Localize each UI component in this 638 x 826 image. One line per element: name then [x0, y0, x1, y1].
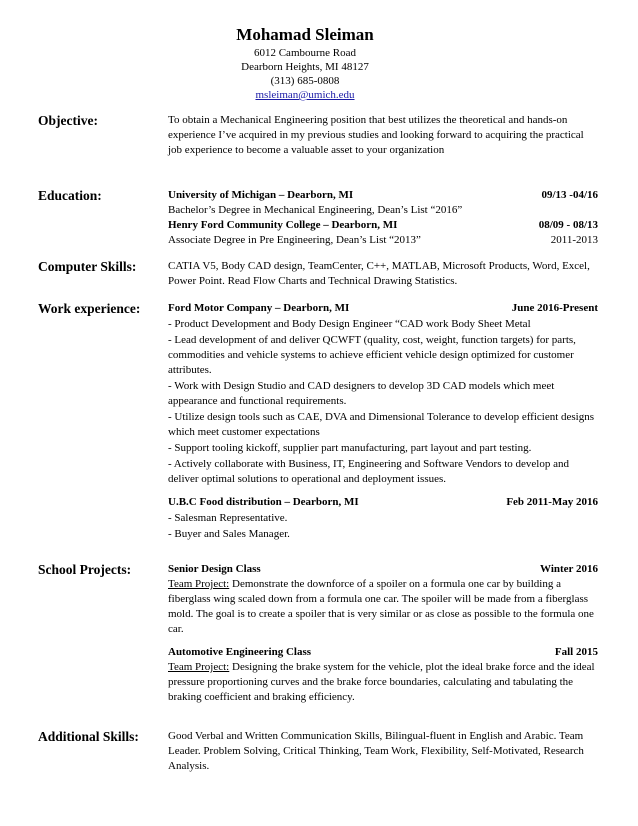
- degree-detail-dates: 2011-2013: [550, 234, 598, 246]
- project-row: [168, 645, 598, 660]
- job-bullet: - Actively collaborate with Business, IT, Engineering and Software Vendors to develop and deliver optimal solutions to operational and deployment issues.: [168, 458, 569, 485]
- project-description: [168, 660, 598, 705]
- job-bullet: - Utilize design tools such as CAE, DVA and Dimensional Tolerance to develop efficient designs which meet customer expectations: [168, 411, 595, 438]
- phone-number: (313) 685-0808: [270, 75, 340, 87]
- project-text: Designing the brake system for the vehicle, plot the ideal brake force and the ideal pressure proportioning curves and the brake force boundaries, calculating and tabulating the braking coefficient and braking efficiency.: [168, 661, 595, 703]
- job-dates: June 2016-Present: [511, 302, 598, 314]
- project-text: Demonstrate the downforce of a spoiler on a formula one car by building a fiberglass wing scaled down from a formula one car. The spoiler will be made from a fiberglass mold. The goal is to create a spoiler that is very similar or as close as possible to the formula one car.: [168, 578, 594, 635]
- computer-skills-label: Computer Skills:: [38, 259, 137, 274]
- job-row: [168, 301, 598, 316]
- school-dates: 08/09 - 08/13: [538, 219, 598, 231]
- education-label: Education:: [38, 188, 102, 203]
- objective-label: Objective:: [38, 113, 98, 128]
- degree-detail: Associate Degree in Pre Engineering, Dean’s List “2013”: [168, 234, 421, 246]
- email-link[interactable]: msleiman@umich.edu: [255, 89, 355, 101]
- degree-detail: Bachelor’s Degree in Mechanical Engineering, Dean’s List “2016”: [168, 204, 463, 216]
- job-title: U.B.C Food distribution – Dearborn, MI: [168, 496, 359, 508]
- job-bullet: - Salesman Representative.: [168, 512, 288, 524]
- team-project-label: Team Project:: [168, 661, 230, 673]
- school-name: Henry Ford Community College – Dearborn, MI: [168, 219, 398, 231]
- school-detail-row: [168, 233, 598, 248]
- school-name: University of Michigan – Dearborn, MI: [168, 189, 354, 201]
- project-description: [168, 577, 598, 637]
- school-dates: 09/13 -04/16: [541, 189, 598, 201]
- job-bullet: - Buyer and Sales Manager.: [168, 528, 290, 540]
- school-detail-row: [168, 203, 598, 218]
- school-row: [168, 218, 598, 233]
- job-bullet: - Product Development and Body Design Engineer “CAD work Body Sheet Metal: [168, 318, 531, 330]
- projects-label: School Projects:: [38, 562, 132, 577]
- project-dates: Fall 2015: [554, 646, 598, 658]
- job-bullet: - Lead development of and deliver QCWFT (quality, cost, weight, function targets) for parts, commodities and vehicle systems to achieve efficient vehicle design optimized for customer attributes.: [168, 334, 576, 376]
- team-project-label: Team Project:: [168, 578, 230, 590]
- address-line-2: Dearborn Heights, MI 48127: [241, 61, 369, 73]
- objective-text: To obtain a Mechanical Engineering position that best utilizes the theoretical and hands-on experience I’ve acquired in my previous studies and looking forward to acquiring the practical job experience to become a valuable asset to your organization: [168, 114, 584, 156]
- job-row: [168, 495, 598, 510]
- job-bullet: - Support tooling kickoff, supplier part manufacturing, part layout and part testing.: [168, 442, 532, 454]
- address-line-1: 6012 Cambourne Road: [253, 47, 357, 59]
- work-label: Work experience:: [38, 301, 141, 316]
- job-dates: Feb 2011-May 2016: [506, 496, 598, 508]
- project-title: Automotive Engineering Class: [168, 646, 311, 658]
- additional-skills-text: Good Verbal and Written Communication Skills, Bilingual-fluent in English and Arabic. Team Leader. Problem Solving, Critical Thinking, Team Work, Flexibility, Self-Motivated, Research Analysis.: [168, 730, 584, 772]
- job-title: Ford Motor Company – Dearborn, MI: [168, 302, 350, 314]
- candidate-name: Mohamad Sleiman: [236, 25, 374, 44]
- computer-skills-text: CATIA V5, Body CAD design, TeamCenter, C++, MATLAB, Microsoft Products, Word, Excel, Power Point. Read Flow Charts and Technical Drawing Statistics.: [168, 260, 590, 287]
- resume-header: [180, 24, 430, 102]
- job-bullet: - Work with Design Studio and CAD designers to develop 3D CAD models which meet appearance and functional requirements.: [168, 380, 555, 407]
- additional-skills-label: Additional Skills:: [38, 729, 139, 744]
- project-dates: Winter 2016: [540, 563, 598, 575]
- school-row: [168, 188, 598, 203]
- project-title: Senior Design Class: [168, 563, 261, 575]
- project-row: [168, 562, 598, 577]
